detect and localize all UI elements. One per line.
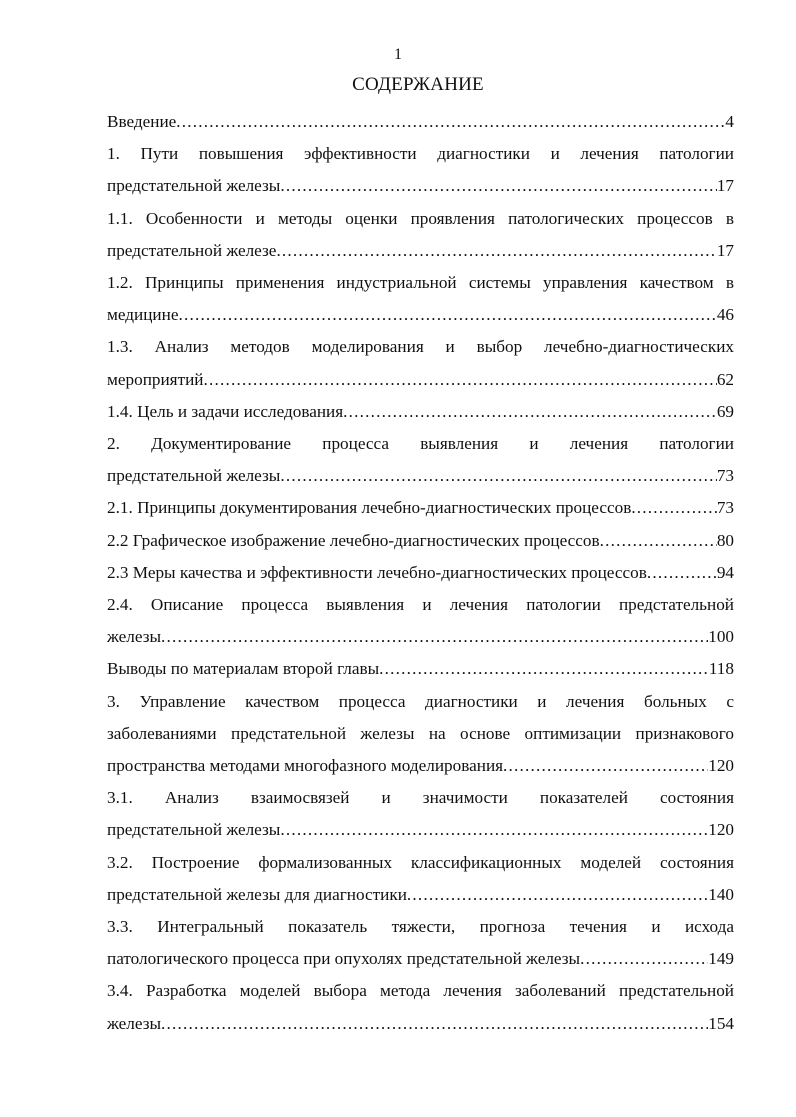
toc-entry-title-line: 3.1. Анализ взаимосвязей и значимости показателей состояния xyxy=(107,788,734,808)
toc-entry-3-2[interactable] xyxy=(107,847,734,911)
dot-leader xyxy=(176,106,725,138)
toc-entry-3-1[interactable] xyxy=(107,782,734,846)
dot-leader xyxy=(280,460,716,492)
toc-entry-chapter-3[interactable] xyxy=(107,686,734,783)
toc-entry-page: 100 xyxy=(708,627,734,647)
toc-entry-introduction[interactable] xyxy=(107,106,734,138)
toc-entry-page: 69 xyxy=(716,401,734,421)
toc-entry-title-line: 3.2. Построение формализованных классификационных моделей состояния xyxy=(107,852,734,872)
toc-entry-page: 120 xyxy=(708,756,734,776)
dot-leader xyxy=(647,557,717,589)
toc-entry-page: 120 xyxy=(708,820,734,840)
toc-entry-title-line: заболеваниями предстательной железы на основе оптимизации признакового xyxy=(107,723,734,743)
toc-entry-1-4[interactable] xyxy=(107,396,734,428)
dot-leader xyxy=(343,396,717,428)
dot-leader xyxy=(407,879,708,911)
toc-entry-page: 17 xyxy=(716,176,734,196)
toc-entry-1-2[interactable] xyxy=(107,267,734,331)
toc-entry-title-line: предстательной железы xyxy=(107,466,281,486)
toc-entry-2-3[interactable] xyxy=(107,557,734,589)
toc-entry-3-3[interactable] xyxy=(107,911,734,975)
toc-entry-title-line: 1.2. Принципы применения индустриальной системы управления качеством в xyxy=(107,273,734,293)
dot-leader xyxy=(503,750,708,782)
toc-entry-title-line: предстательной железы для диагностики xyxy=(107,884,407,904)
toc-entry-1-3[interactable] xyxy=(107,331,734,395)
toc-entry-page: 154 xyxy=(708,1013,734,1033)
toc-entry-2-4[interactable] xyxy=(107,589,734,653)
page-title: СОДЕРЖАНИЕ xyxy=(352,74,484,95)
toc-entry-page: 80 xyxy=(716,530,734,550)
dot-leader xyxy=(161,1008,708,1040)
toc-entry-title: 2.2 Графическое изображение лечебно-диагностических процессов xyxy=(107,530,600,550)
toc-entry-chapter-2[interactable] xyxy=(107,428,734,492)
toc-entry-title-line: 1.1. Особенности и методы оценки проявления патологических процессов в xyxy=(107,208,734,228)
toc-entry-title: 1.4. Цель и задачи исследования xyxy=(107,401,344,421)
toc-entry-page: 94 xyxy=(716,562,734,582)
dot-leader xyxy=(600,525,717,557)
toc-entry-title: Выводы по материалам второй главы xyxy=(107,659,380,679)
dot-leader xyxy=(580,943,708,975)
toc-entry-3-4[interactable] xyxy=(107,975,734,1039)
toc-entry-chapter-1[interactable] xyxy=(107,138,734,202)
toc-entry-title-line: патологического процесса при опухолях предстательной железы xyxy=(107,949,581,969)
toc-entry-title-line: предстательной железы xyxy=(107,176,281,196)
toc-entry-page: 62 xyxy=(716,369,734,389)
dot-leader xyxy=(631,492,717,524)
dot-leader xyxy=(204,364,717,396)
toc-entry-title-line: 3. Управление качеством процесса диагностики и лечения больных с xyxy=(107,691,734,711)
toc-entry-title-line: медицине xyxy=(107,305,179,325)
toc-entry-title: Введение xyxy=(107,112,177,131)
toc-entry-title-line: железы xyxy=(107,1013,162,1033)
toc-entry-title-line: предстательной железы xyxy=(107,820,281,840)
toc-entry-title-line: мероприятий xyxy=(107,369,204,389)
toc-entry-title-line: 3.3. Интегральный показатель тяжести, прогноза течения и исхода xyxy=(107,917,734,937)
dot-leader xyxy=(161,621,708,653)
dot-leader xyxy=(178,299,716,331)
toc-entry-title-line: 2.4. Описание процесса выявления и лечения патологии предстательной xyxy=(107,595,734,615)
table-of-contents xyxy=(107,106,734,1040)
toc-entry-page: 46 xyxy=(716,305,734,325)
toc-entry-title-line: предстательной железе xyxy=(107,240,277,260)
toc-entry-page: 73 xyxy=(716,498,734,518)
toc-entry-page: 140 xyxy=(708,884,734,904)
toc-entry-title-line: 1. Пути повышения эффективности диагностики и лечения патологии xyxy=(107,144,734,164)
toc-entry-page: 17 xyxy=(716,240,734,260)
toc-entry-title-line: 3.4. Разработка моделей выбора метода лечения заболеваний предстательной xyxy=(107,981,734,1001)
dot-leader xyxy=(280,170,716,202)
toc-entry-1-1[interactable] xyxy=(107,203,734,267)
toc-entry-title-line: пространства методами многофазного моделирования xyxy=(107,756,504,776)
dot-leader xyxy=(276,235,716,267)
toc-entry-title: 2.3 Меры качества и эффективности лечебно-диагностических процессов xyxy=(107,562,647,582)
toc-entry-2-1[interactable] xyxy=(107,492,734,524)
toc-entry-chapter-2-conclusions[interactable] xyxy=(107,653,734,685)
page-number: 1 xyxy=(394,46,402,63)
toc-entry-page: 149 xyxy=(708,949,734,969)
toc-entry-2-2[interactable] xyxy=(107,525,734,557)
toc-entry-page: 73 xyxy=(716,466,734,486)
toc-entry-page: 4 xyxy=(725,112,734,131)
toc-entry-title-line: железы xyxy=(107,627,162,647)
toc-entry-page: 118 xyxy=(708,659,734,679)
toc-entry-title: 2.1. Принципы документирования лечебно-диагностических процессов xyxy=(107,498,632,518)
toc-entry-title-line: 1.3. Анализ методов моделирования и выбор лечебно-диагностических xyxy=(107,337,734,357)
dot-leader xyxy=(280,814,708,846)
dot-leader xyxy=(379,653,709,685)
toc-entry-title-line: 2. Документирование процесса выявления и лечения патологии xyxy=(107,434,734,454)
